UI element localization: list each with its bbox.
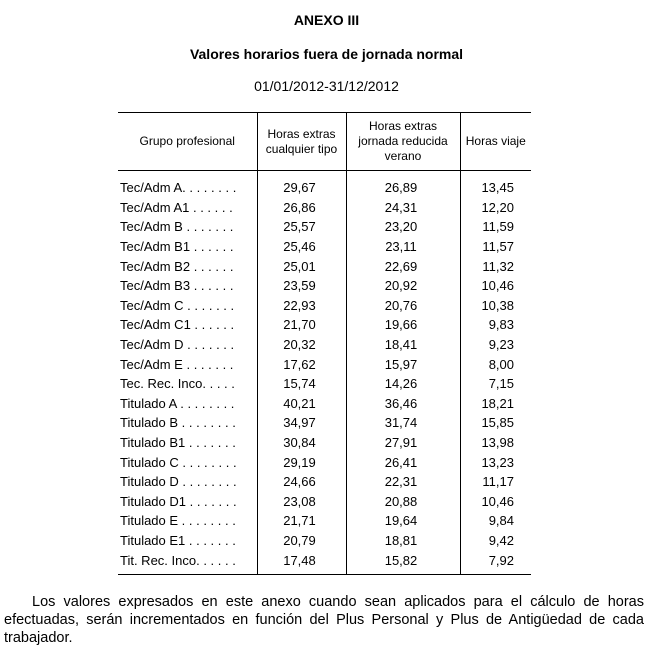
- document-title: ANEXO III: [293, 12, 360, 28]
- table-row: [118, 413, 531, 433]
- cell-group: Tec/Adm B2 . . . . . .: [120, 258, 234, 274]
- cell-travel: 9,23: [460, 335, 531, 355]
- table-row: [118, 511, 531, 531]
- cell-travel: 13,23: [460, 452, 531, 472]
- table-row: [118, 492, 531, 512]
- table-row: [118, 374, 531, 394]
- cell-extra-summer: 15,97: [346, 354, 460, 374]
- cell-extra-any: 30,84: [257, 433, 346, 453]
- cell-extra-any: 20,79: [257, 531, 346, 551]
- cell-group: Titulado E1 . . . . . . .: [120, 532, 236, 548]
- table-row: [118, 178, 531, 198]
- cell-extra-summer: 26,89: [346, 178, 460, 198]
- cell-group: Titulado E . . . . . . . .: [120, 513, 236, 529]
- cell-group: Tec/Adm B1 . . . . . .: [120, 239, 234, 255]
- cell-extra-summer: 22,31: [346, 472, 460, 492]
- table-row: [118, 433, 531, 453]
- cell-travel: 18,21: [460, 394, 531, 414]
- cell-travel: 7,92: [460, 550, 531, 570]
- cell-extra-any: 34,97: [257, 413, 346, 433]
- cell-group: Titulado D . . . . . . . .: [120, 474, 237, 490]
- cell-group: Tec/Adm B3 . . . . . .: [120, 278, 234, 294]
- cell-extra-summer: 20,92: [346, 276, 460, 296]
- table-spacer: [118, 171, 531, 179]
- cell-extra-any: 17,48: [257, 550, 346, 570]
- cell-extra-summer: 18,81: [346, 531, 460, 551]
- cell-extra-summer: 20,88: [346, 492, 460, 512]
- spacer-cell: [346, 171, 460, 179]
- cell-extra-summer: 36,46: [346, 394, 460, 414]
- table-row: [118, 335, 531, 355]
- cell-extra-summer: 23,20: [346, 217, 460, 237]
- cell-extra-any: 22,93: [257, 296, 346, 316]
- cell-travel: 12,20: [460, 198, 531, 218]
- cell-extra-any: 23,08: [257, 492, 346, 512]
- cell-group: Titulado B . . . . . . . .: [120, 415, 236, 431]
- cell-travel: 10,46: [460, 276, 531, 296]
- cell-travel: 13,98: [460, 433, 531, 453]
- cell-extra-any: 15,74: [257, 374, 346, 394]
- cell-extra-any: 26,86: [257, 198, 346, 218]
- cell-group: Tec/Adm B . . . . . . .: [120, 219, 234, 235]
- cell-group: Tec/Adm C . . . . . . .: [120, 297, 235, 313]
- table-row: [118, 472, 531, 492]
- cell-extra-summer: 20,76: [346, 296, 460, 316]
- cell-group: Tec/Adm A. . . . . . . .: [120, 180, 237, 196]
- table-row: [118, 315, 531, 335]
- cell-group: Tec. Rec. Inco. . . . .: [120, 376, 235, 392]
- cell-extra-summer: 18,41: [346, 335, 460, 355]
- pad-cell: [460, 570, 531, 575]
- document-note: Los valores expresados en este anexo cuando sean aplicados para el cálculo de horas efectuadas, serán incrementados en función del Plus Personal y Plus de Antigüedad de cada trabajador.: [4, 594, 644, 646]
- table-row: [118, 256, 531, 276]
- table-row: [118, 550, 531, 570]
- cell-group: Tec/Adm C1 . . . . . .: [120, 317, 235, 333]
- cell-extra-any: 24,66: [257, 472, 346, 492]
- table-bottom-pad: [118, 570, 531, 575]
- cell-extra-summer: 22,69: [346, 256, 460, 276]
- spacer-cell: [257, 171, 346, 179]
- table-row: [118, 296, 531, 316]
- cell-group: Titulado D1 . . . . . . .: [120, 493, 237, 509]
- table-row: [118, 354, 531, 374]
- cell-extra-any: 25,01: [257, 256, 346, 276]
- cell-travel: 11,17: [460, 472, 531, 492]
- cell-extra-summer: 15,82: [346, 550, 460, 570]
- cell-group: Tec/Adm A1 . . . . . .: [120, 199, 233, 215]
- cell-extra-any: 20,32: [257, 335, 346, 355]
- cell-extra-summer: 27,91: [346, 433, 460, 453]
- cell-extra-summer: 14,26: [346, 374, 460, 394]
- cell-extra-summer: 26,41: [346, 452, 460, 472]
- spacer-cell: [118, 171, 257, 179]
- cell-extra-any: 25,46: [257, 237, 346, 257]
- cell-extra-any: 23,59: [257, 276, 346, 296]
- table-row: [118, 276, 531, 296]
- cell-extra-summer: 31,74: [346, 413, 460, 433]
- cell-travel: 9,84: [460, 511, 531, 531]
- cell-extra-any: 21,71: [257, 511, 346, 531]
- cell-group: Tec/Adm D . . . . . . .: [120, 337, 235, 353]
- cell-extra-summer: 19,66: [346, 315, 460, 335]
- cell-group: Titulado A . . . . . . . .: [120, 395, 235, 411]
- cell-extra-summer: 23,11: [346, 237, 460, 257]
- cell-extra-any: 29,19: [257, 452, 346, 472]
- document-subtitle: Valores horarios fuera de jornada normal: [189, 46, 464, 62]
- cell-travel: 13,45: [460, 178, 531, 198]
- cell-travel: 15,85: [460, 413, 531, 433]
- cell-travel: 11,57: [460, 237, 531, 257]
- cell-extra-any: 29,67: [257, 178, 346, 198]
- pad-cell: [346, 570, 460, 575]
- cell-travel: 11,59: [460, 217, 531, 237]
- table-header-row: [118, 113, 531, 171]
- header-extra-any: Horas extras cualquier tipo: [257, 113, 346, 171]
- cell-travel: 10,38: [460, 296, 531, 316]
- cell-travel: 8,00: [460, 354, 531, 374]
- header-extra-summer: Horas extras jornada reducida verano: [346, 113, 460, 171]
- table-row: [118, 217, 531, 237]
- document-period: 01/01/2012-31/12/2012: [254, 78, 399, 94]
- pad-cell: [257, 570, 346, 575]
- pad-cell: [118, 570, 257, 575]
- table-row: [118, 198, 531, 218]
- cell-travel: 7,15: [460, 374, 531, 394]
- cell-extra-any: 40,21: [257, 394, 346, 414]
- cell-group: Titulado B1 . . . . . . .: [120, 435, 236, 451]
- table-row: [118, 237, 531, 257]
- cell-group: Tec/Adm E . . . . . . .: [120, 356, 234, 372]
- table-row: [118, 394, 531, 414]
- cell-extra-summer: 24,31: [346, 198, 460, 218]
- header-group: Grupo profesional: [118, 113, 257, 171]
- cell-extra-any: 21,70: [257, 315, 346, 335]
- table-body: [118, 171, 531, 575]
- table-header: [118, 113, 531, 171]
- cell-travel: 9,42: [460, 531, 531, 551]
- cell-extra-any: 17,62: [257, 354, 346, 374]
- cell-group: Titulado C . . . . . . . .: [120, 454, 237, 470]
- cell-group: Tit. Rec. Inco. . . . . .: [120, 552, 236, 568]
- hourly-values-table: [118, 112, 531, 575]
- header-travel: Horas viaje: [460, 113, 531, 171]
- spacer-cell: [460, 171, 531, 179]
- cell-extra-any: 25,57: [257, 217, 346, 237]
- cell-travel: 11,32: [460, 256, 531, 276]
- table-row: [118, 452, 531, 472]
- table-row: [118, 531, 531, 551]
- cell-extra-summer: 19,64: [346, 511, 460, 531]
- cell-travel: 10,46: [460, 492, 531, 512]
- cell-travel: 9,83: [460, 315, 531, 335]
